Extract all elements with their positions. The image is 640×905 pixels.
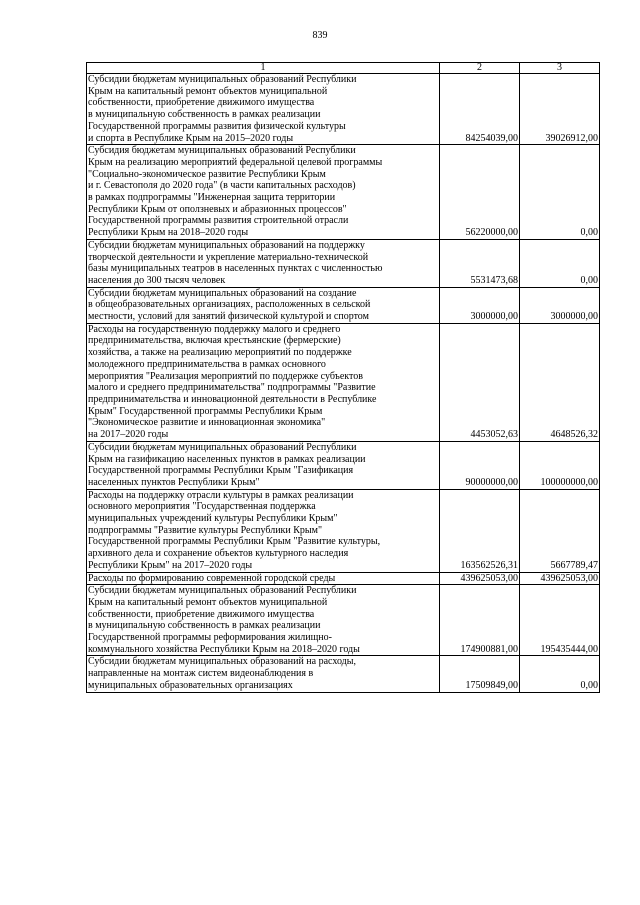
row-value-2: 56220000,00 <box>440 145 520 240</box>
column-header-2: 2 <box>440 63 520 74</box>
row-description: Субсидии бюджетам муниципальных образований на поддержку творческой деятельности и укрепление материально-технической базы муниципальных театров в населенных пунктах с численностью населения до 300 тысяч человек <box>87 239 440 287</box>
row-value-3: 5667789,47 <box>520 489 600 572</box>
row-value-3: 4648526,32 <box>520 323 600 441</box>
row-description: Субсидии бюджетам муниципальных образований на создание в общеобразовательных организациях, расположенных в сельской местности, условий для занятий физической культурой и спортом <box>87 287 440 323</box>
row-value-2: 90000000,00 <box>440 441 520 489</box>
row-value-2: 17509849,00 <box>440 656 520 692</box>
table-row <box>87 287 600 323</box>
row-description: Субсидии бюджетам муниципальных образований Республики Крым на капитальный ремонт объектов муниципальной собственности, приобретение движимого имущества в муниципальную собственность в рамках реализации Государственной программы реформирования жилищно- коммунального хозяйства Республики Крым на 2018–2020 годы <box>87 585 440 656</box>
row-value-3: 0,00 <box>520 656 600 692</box>
row-description: Субсидии бюджетам муниципальных образований на расходы, направленные на монтаж систем видеонаблюдения в муниципальных образовательных организациях <box>87 656 440 692</box>
row-value-2: 439625053,00 <box>440 572 520 585</box>
table-row <box>87 74 600 145</box>
row-description: Расходы на государственную поддержку малого и среднего предпринимательства, включая крестьянские (фермерские) хозяйства, а также на реализацию мероприятий по поддержке молодежного предпринимательства в рамках основного мероприятия "Реализация мероприятий по поддержке субъектов малого и среднего предпринимательства" подпрограммы "Развитие предпринимательства и инновационной деятельности в Республике Крым" Государственной программы Республики Крым "Экономическое развитие и инновационная экономика" на 2017–2020 годы <box>87 323 440 441</box>
row-value-2: 4453052,63 <box>440 323 520 441</box>
row-value-3: 100000000,00 <box>520 441 600 489</box>
table-row <box>87 585 600 656</box>
column-header-1: 1 <box>87 63 440 74</box>
row-description: Субсидии бюджетам муниципальных образований Республики Крым на капитальный ремонт объектов муниципальной собственности, приобретение движимого имущества в муниципальную собственность в рамках реализации Государственной программы развития физической культуры и спорта в Республике Крым на 2015–2020 годы <box>87 74 440 145</box>
table-row <box>87 441 600 489</box>
column-header-3: 3 <box>520 63 600 74</box>
row-description: Субсидия бюджетам муниципальных образований Республики Крым на реализацию мероприятий федеральной целевой программы "Социально-экономическое развитие Республики Крым и г. Севастополя до 2020 года" (в части капитальных расходов) в рамках подпрограммы "Инженерная защита территории Республики Крым от оползневых и абразионных процессов" Государственной программы развития строительной отрасли Республики Крым на 2018–2020 годы <box>87 145 440 240</box>
table-header-row <box>87 63 600 74</box>
row-value-3: 0,00 <box>520 239 600 287</box>
row-value-3: 195435444,00 <box>520 585 600 656</box>
table-row <box>87 239 600 287</box>
row-value-3: 0,00 <box>520 145 600 240</box>
table-row <box>87 572 600 585</box>
table-row <box>87 656 600 692</box>
row-description: Субсидии бюджетам муниципальных образований Республики Крым на газификацию населенных пунктов в рамках реализации Государственной программы Республики Крым "Газификация населенных пунктов Республики Крым" <box>87 441 440 489</box>
row-description: Расходы по формированию современной городской среды <box>87 572 440 585</box>
table-row <box>87 323 600 441</box>
row-value-2: 3000000,00 <box>440 287 520 323</box>
row-value-3: 39026912,00 <box>520 74 600 145</box>
row-value-2: 174900881,00 <box>440 585 520 656</box>
row-value-2: 163562526,31 <box>440 489 520 572</box>
table-row <box>87 145 600 240</box>
row-value-2: 84254039,00 <box>440 74 520 145</box>
budget-table <box>86 62 600 693</box>
row-value-2: 5531473,68 <box>440 239 520 287</box>
row-description: Расходы на поддержку отрасли культуры в рамках реализации основного мероприятия "Государственная поддержка муниципальных учреждений культуры Республики Крым" подпрограммы "Развитие культуры Республики Крым" Государственной программы Республики Крым "Развитие культуры, архивного дела и сохранение объектов культурного наследия Республики Крым" на 2017–2020 годы <box>87 489 440 572</box>
row-value-3: 3000000,00 <box>520 287 600 323</box>
page-number: 839 <box>312 30 328 41</box>
row-value-3: 439625053,00 <box>520 572 600 585</box>
table-row <box>87 489 600 572</box>
